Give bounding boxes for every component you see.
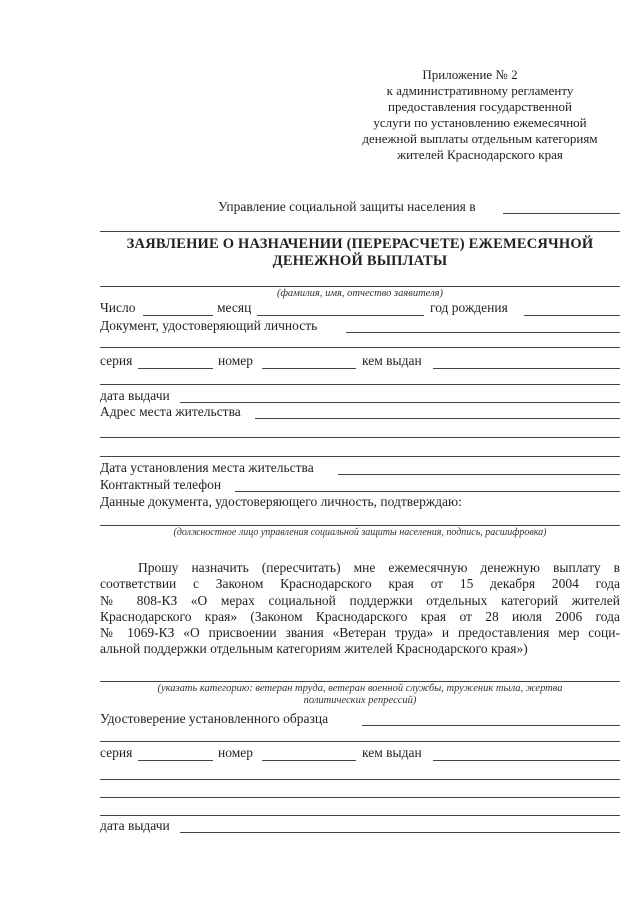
phone-label: Контактный телефон <box>100 477 222 492</box>
appendix-line-4: услуги по установлению ежемесячной <box>373 115 587 130</box>
issued-by-line-2[interactable] <box>100 384 620 385</box>
form-title-line-2: ДЕНЕЖНОЙ ВЫПЛАТЫ <box>272 253 448 269</box>
recipient-line-2[interactable] <box>100 231 620 232</box>
series2-label: серия <box>100 745 133 760</box>
certificate-label: Удостоверение установленного образца <box>100 711 329 726</box>
appendix-line-6: жителей Краснодарского края <box>397 147 563 162</box>
month-label: месяц <box>217 300 252 315</box>
birth-year-input[interactable] <box>524 315 620 316</box>
series-label: серия <box>100 353 133 368</box>
number-label: номер <box>218 353 254 368</box>
id-document-label: Документ, удостоверяющий личность <box>100 318 318 333</box>
certificate-line-2[interactable] <box>100 741 620 742</box>
request-line-2: соответствии с Законом Краснодарского края от 15 декабря 2004 года <box>100 576 620 592</box>
address-label: Адрес места жительства <box>100 404 241 419</box>
request-line-6: альной поддержки отдельным категориям жителей Краснодарского края») <box>100 641 528 657</box>
month-input[interactable] <box>257 315 424 316</box>
series-input[interactable] <box>138 368 213 369</box>
day-label: Число <box>100 300 136 315</box>
issue-date2-input[interactable] <box>180 832 620 833</box>
day-input[interactable] <box>143 315 213 316</box>
fio-line[interactable] <box>100 286 620 287</box>
official-signature-line[interactable] <box>100 525 620 526</box>
issued-by2-label: кем выдан <box>362 745 422 760</box>
request-line-5: № 1069-КЗ «О присвоении звания «Ветеран труда» и предоставления мер соци- <box>100 625 620 641</box>
request-line-3: № 808-КЗ «О мерах социальной поддержки отдельных категорий жителей <box>100 592 620 608</box>
issued-by-input[interactable] <box>433 368 620 369</box>
form-title-line-1: ЗАЯВЛЕНИЕ О НАЗНАЧЕНИИ (ПЕРЕРАСЧЕТЕ) ЕЖЕМЕСЯЧНОЙ <box>126 236 594 252</box>
address-line-2[interactable] <box>100 437 620 438</box>
request-paragraph <box>100 560 620 658</box>
address-input[interactable] <box>255 418 620 419</box>
issued-by2-line-3[interactable] <box>100 797 620 798</box>
appendix-line-3: предоставления государственной <box>388 99 572 114</box>
appendix-line-2: к административному регламенту <box>386 83 574 98</box>
request-line-4: Краснодарского края» (Законом Краснодарского края от 28 июля 2006 года <box>100 608 620 624</box>
issued-by2-line-4[interactable] <box>100 815 620 816</box>
number2-label: номер <box>218 745 254 760</box>
recipient-label: Управление социальной защиты населения в <box>218 199 476 214</box>
category-caption-2: политических репрессий) <box>303 695 417 706</box>
certificate-input[interactable] <box>362 725 620 726</box>
issued-by-label: кем выдан <box>362 353 422 368</box>
address-line-3[interactable] <box>100 456 620 457</box>
id-document-line-2[interactable] <box>100 347 620 348</box>
issue-date-label: дата выдачи <box>100 388 170 403</box>
series2-input[interactable] <box>138 760 213 761</box>
issue-date-input[interactable] <box>180 402 620 403</box>
appendix-line-5: денежной выплаты отдельным категориям <box>362 131 598 146</box>
category-caption-1: (указать категорию: ветеран труда, ветеран военной службы, труженик тыла, жертва <box>157 683 563 694</box>
confirm-label: Данные документа, удостоверяющего личность, подтверждаю: <box>100 494 462 509</box>
id-document-input[interactable] <box>346 332 620 333</box>
official-caption: (должностное лицо управления социальной защиты населения, подпись, расшифровка) <box>173 527 547 538</box>
appendix-line-1: Приложение № 2 <box>422 67 518 82</box>
issued-by2-line-2[interactable] <box>100 779 620 780</box>
residence-date-input[interactable] <box>338 474 620 475</box>
number2-input[interactable] <box>262 760 356 761</box>
request-line-1: Прошу назначить (пересчитать) мне ежемесячную денежную выплату в <box>138 560 620 575</box>
issue-date2-label: дата выдачи <box>100 818 170 833</box>
phone-input[interactable] <box>235 491 620 492</box>
fio-caption: (фамилия, имя, отчество заявителя) <box>276 288 444 299</box>
birth-year-label: год рождения <box>430 300 508 315</box>
category-line[interactable] <box>100 681 620 682</box>
residence-date-label: Дата установления места жительства <box>100 460 314 475</box>
number-input[interactable] <box>262 368 356 369</box>
issued-by2-input[interactable] <box>433 760 620 761</box>
recipient-line[interactable] <box>503 213 620 214</box>
